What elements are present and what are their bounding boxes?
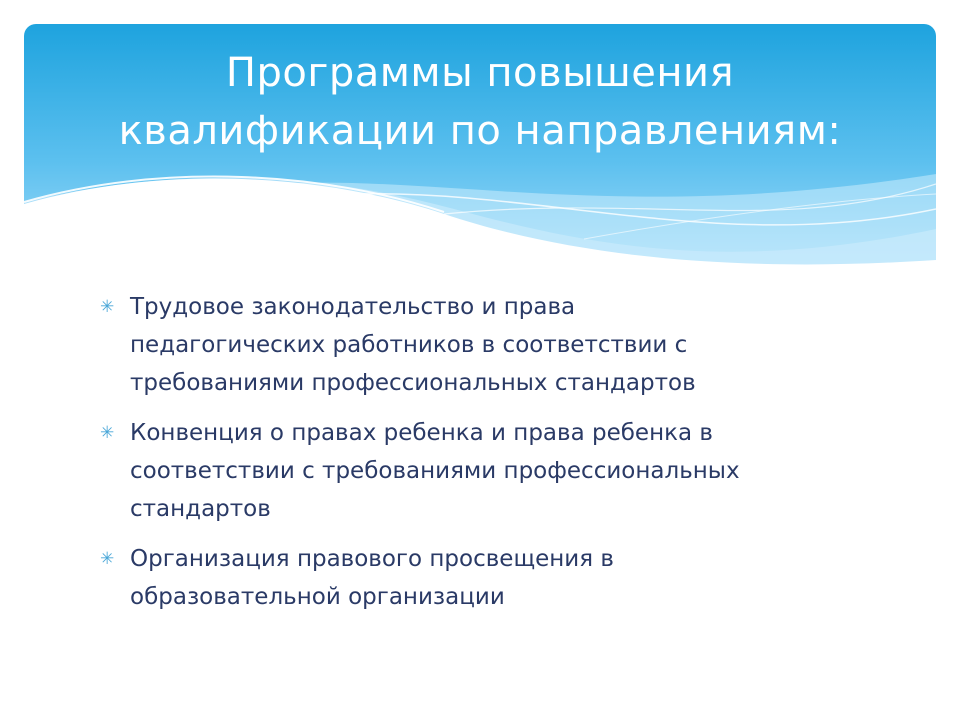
asterisk-icon: ✳	[100, 549, 115, 569]
bullet-line: Конвенция о правах ребенка и права ребенка в	[130, 420, 713, 446]
bullet-line: стандартов	[130, 496, 271, 522]
bullet-line: требованиями профессиональных стандартов	[130, 370, 696, 396]
bullet-item-legal-education	[100, 540, 860, 616]
slide-title-line-2: квалификации по направлениям:	[118, 108, 842, 154]
bullet-line: Организация правового просвещения в	[130, 546, 614, 572]
bullet-line: педагогических работников в соответствии с	[130, 332, 688, 358]
bullet-item-labor-law	[100, 288, 860, 402]
asterisk-icon: ✳	[100, 423, 115, 443]
bullet-item-child-rights	[100, 414, 860, 528]
bullet-list	[100, 288, 860, 628]
asterisk-icon: ✳	[100, 297, 115, 317]
slide-title-line-1: Программы повышения	[225, 50, 735, 96]
bullet-line: Трудовое законодательство и права	[130, 294, 576, 320]
bullet-line: соответствии с требованиями профессиональных	[130, 458, 740, 484]
slide-title	[24, 44, 936, 160]
bullet-line: образовательной организации	[130, 584, 505, 610]
